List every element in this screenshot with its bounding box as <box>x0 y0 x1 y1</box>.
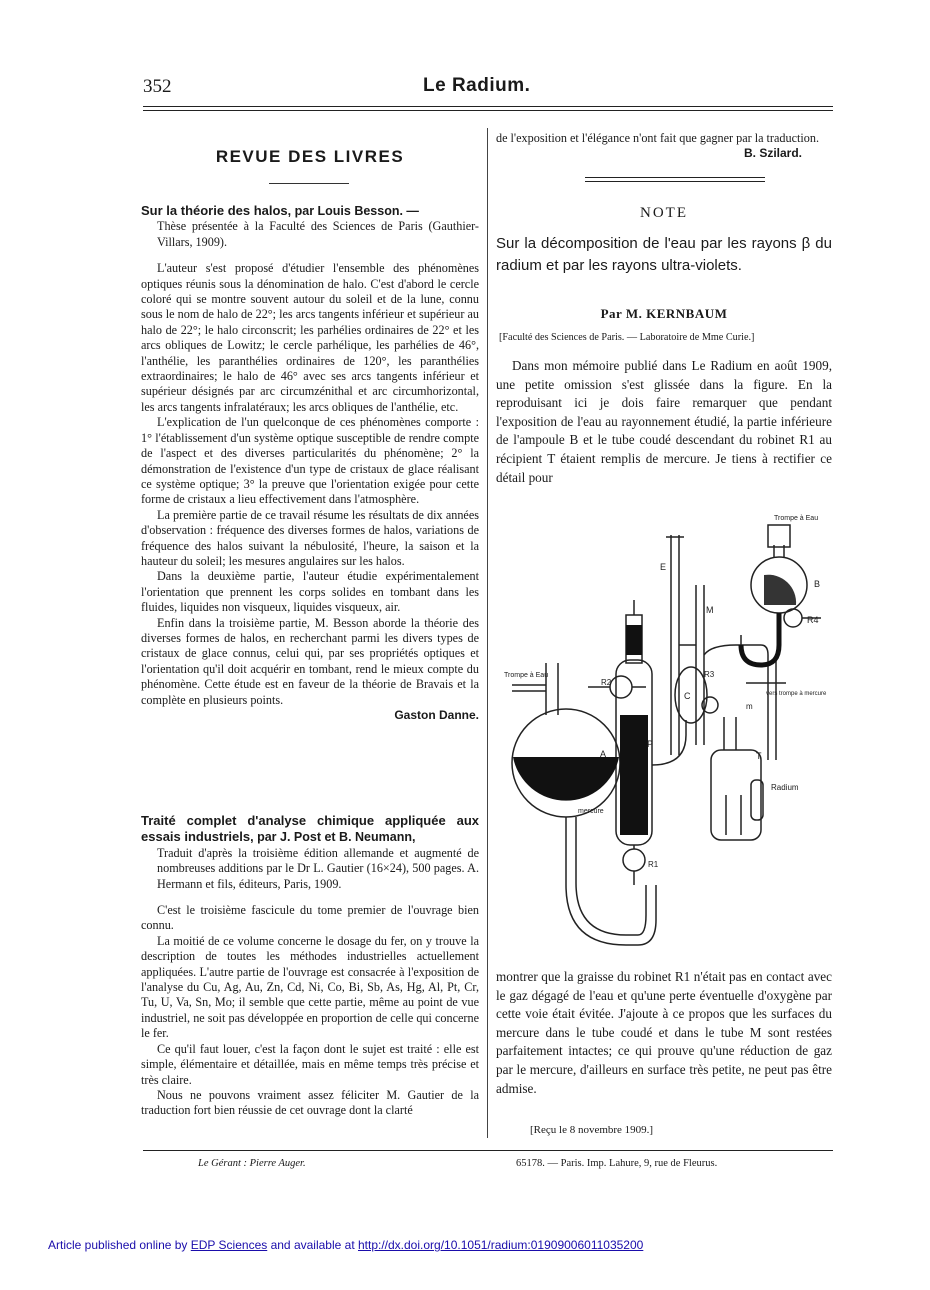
continuation-text <box>496 131 832 162</box>
column-divider <box>487 128 488 1138</box>
note-rule-top <box>585 177 765 178</box>
review-2 <box>141 813 479 1119</box>
section-title: REVUE DES LIVRES <box>215 147 405 166</box>
note-paragraph-2 <box>496 968 832 1098</box>
section-title-rule <box>269 183 349 184</box>
label-b: B <box>814 579 821 589</box>
note-paragraph: montrer que la graisse du robinet R1 n'était pas en contact avec le gaz dégagé de l'eau et qu'une perte éventuelle d'oxygène par cette voie était évitée. J'ajoute à ce propos que les surfaces du mercure dans le tube coudé et dans le tube M sont restées parfaitement intactes; ce qui prouve qu'une réduction de gaz par le mercure, d'ailleurs en surface très petite, ne peut pas être admise. <box>496 969 832 1096</box>
review-2-byline: , par J. Post et B. Neumann, <box>250 830 416 845</box>
review-1-details: Thèse présentée à la Faculté des Sciences de Paris (Gauthier-Villars, 1909). <box>157 219 479 249</box>
note-heading: NOTE <box>640 205 688 221</box>
page-number: 352 <box>143 76 172 97</box>
review-1-paragraph: Enfin dans la troisième partie, M. Besson aborde la théorie des diverses formes de halos, en recherchant parmi les divers types de cristaux de glace connus, celui qui, par ses propriétés optiques et l'orientation qu'il doit acquérir en tombant, rend le mieux compte du phénomène. Cette étude est en faveur de la théorie de Bravais et la complète en plusieurs points. <box>141 615 479 707</box>
label-radium: Radium <box>771 783 799 792</box>
label-m-small: m <box>746 702 753 711</box>
label-a: A <box>600 749 607 759</box>
journal-title: Le Radium. <box>423 75 531 96</box>
footer-gerant: Le Gérant : Pierre Auger. <box>198 1158 306 1169</box>
header-rule-bottom <box>143 110 833 111</box>
footer-printer: 65178. — Paris. Imp. Lahure, 9, rue de Fleurus. <box>516 1158 718 1169</box>
vessel-t <box>711 750 761 840</box>
label-r3: R3 <box>704 670 715 679</box>
review-2-body <box>141 903 479 1119</box>
note-author: Par M. KERNBAUM <box>600 306 728 321</box>
label-p: P <box>647 739 654 749</box>
review-1-paragraph: La première partie de ce travail résume les résultats de dix années d'observation : fréquence des diverses formes de halos, variations de fréquence des halos suivant la nébulosité, l'heure, la saison et la hauteur du soleil; les mesures angulaires sur les halos. <box>141 507 479 568</box>
received-date: [Reçu le 8 novembre 1909.] <box>530 1124 654 1136</box>
apparatus-figure <box>496 505 836 965</box>
review-1-title: Sur la théorie des halos <box>141 203 288 218</box>
label-r4: R4 <box>807 615 819 625</box>
label-trompe-left: Trompe à Eau <box>504 672 549 679</box>
note-paragraph-1 <box>496 357 832 487</box>
footer-rule <box>143 1150 833 1151</box>
header-rule-top <box>143 106 833 107</box>
review-1-paragraph: L'auteur s'est proposé d'étudier l'ensemble des phénomènes optiques réunis sous la dénomination de halo. C'est d'abord le cercle coloré qui se montre souvent autour du soleil et de la lune, connu sous le nom de halo de 22°; les arcs tangents inférieur et supérieur au halo de 22°; le halo circonscrit; les parhélies ordinaires de 22° et les arcs obliques de Lowitz; le cercle parhélique, les parhélies de 46°, l'anthélie, les paranthélies ordinaires de 120°, les paranthélies extraordinaires; le halo de 46° avec ses arcs tangents inférieur et supérieur désignés par arc circumzénithal et arc circumhorizontal, les arcs tangents infralatéraux; les arcs obliques de l'anthélie, etc. <box>141 261 479 414</box>
review-2-heading <box>141 813 479 846</box>
label-c: C <box>684 691 691 701</box>
review-1-byline: , par Louis Besson. — <box>287 204 419 218</box>
note-rule-bottom <box>585 181 765 182</box>
label-trompe-right: Trompe à Eau <box>774 515 819 522</box>
note-affiliation: [Faculté des Sciences de Paris. — Laboratoire de Mme Curie.] <box>499 332 755 343</box>
review-1-heading <box>141 203 479 219</box>
label-e: E <box>660 562 667 572</box>
review-2-paragraph: La moitié de ce volume concerne le dosage du fer, on y trouve la description de toutes les méthodes industrielles actuellement appliquées. L'autre partie de l'ouvrage est consacrée à l'exposition de l'analyse du Cu, Ag, Au, Zn, Cd, Ni, Co, Bi, Sb, As, Hg, Al, Pt, Cr, Tu, U, Va, Sn, Mo; il semble que cette partie, même au point de vue industriel, ne soit pas développée en proportion de celle qui concerne le fer. <box>141 933 479 1041</box>
article-prefix: Article published online by <box>48 1238 191 1252</box>
label-mercure: mercure <box>578 808 604 815</box>
continuation-signature: B. Szilard. <box>743 146 802 161</box>
label-r1: R1 <box>648 860 659 869</box>
label-r2: R2 <box>601 678 612 687</box>
review-1-paragraph: Dans la deuxième partie, l'auteur étudie expérimentalement l'orientation que prennent les corps solides en tombant dans les fluides, liquides non visqueux, liquides visqueux, air. <box>141 569 479 615</box>
label-m: M <box>706 605 714 615</box>
publisher-link[interactable]: EDP Sciences <box>190 1238 268 1252</box>
review-2-details: Traduit d'après la troisième édition allemande et augmenté de nombreuses additions par le Dr L. Gautier (16×24), 500 pages. A. Hermann et fils, éditeurs, Paris, 1909. <box>157 845 479 891</box>
note-paragraph: Dans mon mémoire publié dans Le Radium en août 1909, une petite omission s'est glissée dans la figure. En la reproduisant ici je dois faire remarquer que pendant l'exposition de l'eau au rayonnement étudié, la partie inférieure de l'ampoule B et le tube coudé descendant du robinet R1 au récipient T étaient remplis de mercure. Je tiens à rectifier ce détail pour <box>496 358 832 485</box>
review-1-body <box>141 261 479 723</box>
label-vers-trompe: vers trompe à mercure <box>766 691 827 697</box>
continuation-paragraph: de l'exposition et l'élégance n'ont fait que gagner par la traduction. <box>496 131 820 145</box>
mercury-tube-p <box>620 715 648 835</box>
doi-link[interactable]: http://dx.doi.org/10.1051/radium:01909006011035200 <box>357 1238 644 1252</box>
review-1 <box>141 203 479 723</box>
note-title: Sur la décomposition de l'eau par les rayons β du radium et par les rayons ultra-violets. <box>496 235 832 274</box>
mercury-flask-a <box>513 757 619 801</box>
article-notice <box>48 1238 643 1252</box>
review-1-paragraph: L'explication de l'un quelconque de ces phénomènes comporte : 1° l'établissement d'un système optique susceptible de rendre compte de l'aspect et des diverses particularités du phénomène; 2° la démonstration de l'existence d'un type de cristaux de glace réalisant ce système optique; 3° la preuve que l'orientation exigée pour cette forme de cristaux a lieu effectivement dans l'atmosphère. <box>141 415 479 507</box>
review-2-paragraph: Ce qu'il faut louer, c'est la façon dont le sujet est traité : elle est simple, élémentaire et détaillée, mais en même temps très précise et très claire. <box>141 1041 479 1087</box>
article-middle: and available at <box>267 1238 358 1252</box>
review-2-paragraph: Nous ne pouvons vraiment assez féliciter M. Gautier de la traduction fort bien réussie de cet ouvrage dont la clarté <box>141 1087 479 1118</box>
review-2-title: Traité complet d'analyse chimique appliquée aux essais industriels <box>141 813 479 845</box>
review-1-signature: Gaston Danne. <box>394 708 479 722</box>
label-t: T <box>756 751 762 761</box>
review-2-paragraph: C'est le troisième fascicule du tome premier de l'ouvrage bien connu. <box>141 903 479 933</box>
